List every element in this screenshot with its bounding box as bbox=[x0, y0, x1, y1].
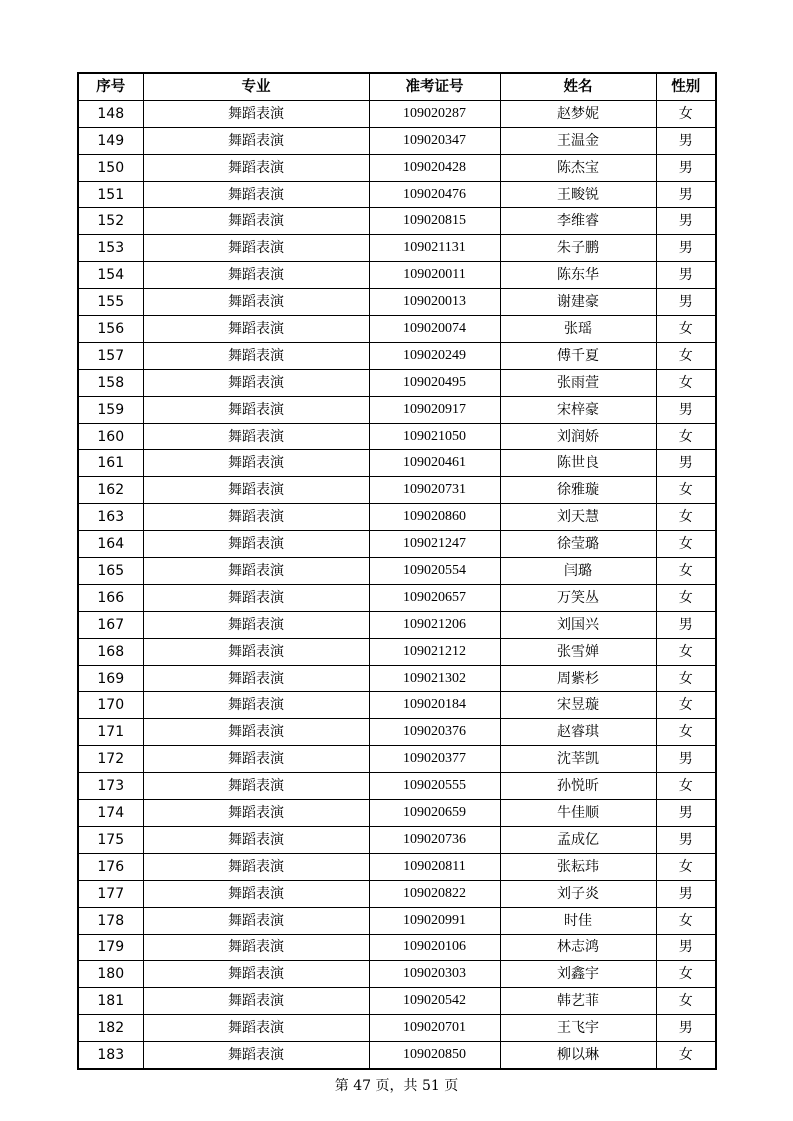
cell-name: 闫璐 bbox=[500, 558, 656, 585]
cell-major: 舞蹈表演 bbox=[143, 773, 369, 800]
cell-seq: 156 bbox=[78, 316, 143, 343]
table-row bbox=[78, 154, 716, 181]
cell-gender: 女 bbox=[656, 988, 716, 1015]
cell-gender: 男 bbox=[656, 181, 716, 208]
cell-seq: 162 bbox=[78, 477, 143, 504]
cell-seq: 177 bbox=[78, 880, 143, 907]
cell-seq: 178 bbox=[78, 907, 143, 934]
admission-roster-table bbox=[77, 72, 717, 1070]
cell-name: 张瑶 bbox=[500, 316, 656, 343]
cell-exam-id: 109021247 bbox=[369, 531, 500, 558]
footer-total-pages: 51 bbox=[421, 1078, 440, 1094]
cell-seq: 149 bbox=[78, 127, 143, 154]
page-footer bbox=[0, 1075, 793, 1095]
cell-seq: 183 bbox=[78, 1042, 143, 1069]
cell-gender: 男 bbox=[656, 826, 716, 853]
cell-major: 舞蹈表演 bbox=[143, 423, 369, 450]
table-row bbox=[78, 961, 716, 988]
cell-major: 舞蹈表演 bbox=[143, 154, 369, 181]
cell-major: 舞蹈表演 bbox=[143, 1015, 369, 1042]
cell-name: 陈杰宝 bbox=[500, 154, 656, 181]
cell-major: 舞蹈表演 bbox=[143, 853, 369, 880]
cell-seq: 172 bbox=[78, 746, 143, 773]
header-name: 姓名 bbox=[500, 73, 656, 100]
header-exam-id: 准考证号 bbox=[369, 73, 500, 100]
cell-exam-id: 109020991 bbox=[369, 907, 500, 934]
cell-seq: 174 bbox=[78, 800, 143, 827]
cell-name: 陈东华 bbox=[500, 262, 656, 289]
cell-name: 刘天慧 bbox=[500, 504, 656, 531]
cell-gender: 男 bbox=[656, 235, 716, 262]
cell-major: 舞蹈表演 bbox=[143, 638, 369, 665]
table-row bbox=[78, 369, 716, 396]
cell-exam-id: 109020731 bbox=[369, 477, 500, 504]
cell-gender: 女 bbox=[656, 423, 716, 450]
cell-name: 牛佳顺 bbox=[500, 800, 656, 827]
table-row bbox=[78, 611, 716, 638]
cell-gender: 女 bbox=[656, 342, 716, 369]
footer-mid: 页，共 bbox=[375, 1078, 418, 1094]
cell-major: 舞蹈表演 bbox=[143, 558, 369, 585]
cell-major: 舞蹈表演 bbox=[143, 692, 369, 719]
table-row bbox=[78, 289, 716, 316]
table-row bbox=[78, 504, 716, 531]
cell-name: 赵梦妮 bbox=[500, 100, 656, 127]
cell-seq: 181 bbox=[78, 988, 143, 1015]
cell-gender: 男 bbox=[656, 800, 716, 827]
cell-seq: 170 bbox=[78, 692, 143, 719]
table-row bbox=[78, 665, 716, 692]
cell-gender: 男 bbox=[656, 396, 716, 423]
cell-gender: 男 bbox=[656, 746, 716, 773]
cell-major: 舞蹈表演 bbox=[143, 988, 369, 1015]
cell-exam-id: 109020815 bbox=[369, 208, 500, 235]
cell-seq: 151 bbox=[78, 181, 143, 208]
cell-seq: 180 bbox=[78, 961, 143, 988]
cell-gender: 男 bbox=[656, 934, 716, 961]
table-row bbox=[78, 719, 716, 746]
cell-major: 舞蹈表演 bbox=[143, 531, 369, 558]
cell-name: 王飞宇 bbox=[500, 1015, 656, 1042]
cell-exam-id: 109020377 bbox=[369, 746, 500, 773]
cell-exam-id: 109020184 bbox=[369, 692, 500, 719]
cell-exam-id: 109021206 bbox=[369, 611, 500, 638]
cell-exam-id: 109020554 bbox=[369, 558, 500, 585]
cell-name: 宋昱璇 bbox=[500, 692, 656, 719]
cell-name: 刘鑫宇 bbox=[500, 961, 656, 988]
cell-exam-id: 109020428 bbox=[369, 154, 500, 181]
cell-major: 舞蹈表演 bbox=[143, 477, 369, 504]
cell-seq: 167 bbox=[78, 611, 143, 638]
cell-major: 舞蹈表演 bbox=[143, 746, 369, 773]
cell-exam-id: 109020860 bbox=[369, 504, 500, 531]
cell-exam-id: 109021302 bbox=[369, 665, 500, 692]
cell-major: 舞蹈表演 bbox=[143, 504, 369, 531]
cell-seq: 169 bbox=[78, 665, 143, 692]
cell-exam-id: 109020811 bbox=[369, 853, 500, 880]
cell-exam-id: 109020376 bbox=[369, 719, 500, 746]
cell-gender: 女 bbox=[656, 773, 716, 800]
cell-exam-id: 109020303 bbox=[369, 961, 500, 988]
cell-exam-id: 109020461 bbox=[369, 450, 500, 477]
cell-gender: 女 bbox=[656, 477, 716, 504]
table-row bbox=[78, 181, 716, 208]
cell-name: 时佳 bbox=[500, 907, 656, 934]
cell-seq: 148 bbox=[78, 100, 143, 127]
cell-gender: 女 bbox=[656, 907, 716, 934]
cell-exam-id: 109020822 bbox=[369, 880, 500, 907]
cell-gender: 男 bbox=[656, 127, 716, 154]
table-row bbox=[78, 100, 716, 127]
cell-seq: 171 bbox=[78, 719, 143, 746]
cell-major: 舞蹈表演 bbox=[143, 289, 369, 316]
cell-gender: 男 bbox=[656, 262, 716, 289]
table-row bbox=[78, 1042, 716, 1069]
cell-major: 舞蹈表演 bbox=[143, 316, 369, 343]
cell-seq: 155 bbox=[78, 289, 143, 316]
cell-name: 徐莹璐 bbox=[500, 531, 656, 558]
cell-name: 赵睿琪 bbox=[500, 719, 656, 746]
cell-exam-id: 109020249 bbox=[369, 342, 500, 369]
cell-seq: 164 bbox=[78, 531, 143, 558]
table-row bbox=[78, 127, 716, 154]
cell-seq: 182 bbox=[78, 1015, 143, 1042]
cell-gender: 男 bbox=[656, 154, 716, 181]
cell-exam-id: 109020074 bbox=[369, 316, 500, 343]
cell-exam-id: 109020287 bbox=[369, 100, 500, 127]
cell-name: 宋梓豪 bbox=[500, 396, 656, 423]
cell-major: 舞蹈表演 bbox=[143, 665, 369, 692]
table-row bbox=[78, 423, 716, 450]
cell-major: 舞蹈表演 bbox=[143, 611, 369, 638]
cell-name: 孙悦昕 bbox=[500, 773, 656, 800]
cell-gender: 女 bbox=[656, 719, 716, 746]
cell-major: 舞蹈表演 bbox=[143, 208, 369, 235]
cell-name: 张雨萱 bbox=[500, 369, 656, 396]
cell-seq: 153 bbox=[78, 235, 143, 262]
cell-exam-id: 109020657 bbox=[369, 584, 500, 611]
table-row bbox=[78, 396, 716, 423]
cell-name: 张耘玮 bbox=[500, 853, 656, 880]
table-header bbox=[78, 73, 716, 100]
cell-major: 舞蹈表演 bbox=[143, 826, 369, 853]
table-body bbox=[78, 100, 716, 1069]
table-row bbox=[78, 208, 716, 235]
table-row bbox=[78, 1015, 716, 1042]
cell-seq: 157 bbox=[78, 342, 143, 369]
cell-major: 舞蹈表演 bbox=[143, 450, 369, 477]
table-row bbox=[78, 342, 716, 369]
cell-major: 舞蹈表演 bbox=[143, 127, 369, 154]
cell-exam-id: 109020736 bbox=[369, 826, 500, 853]
cell-exam-id: 109021212 bbox=[369, 638, 500, 665]
table-row bbox=[78, 638, 716, 665]
footer-current-page: 47 bbox=[353, 1078, 372, 1094]
table-row bbox=[78, 235, 716, 262]
cell-seq: 166 bbox=[78, 584, 143, 611]
cell-exam-id: 109020850 bbox=[369, 1042, 500, 1069]
cell-exam-id: 109020476 bbox=[369, 181, 500, 208]
cell-name: 谢建豪 bbox=[500, 289, 656, 316]
table-row bbox=[78, 450, 716, 477]
cell-exam-id: 109020701 bbox=[369, 1015, 500, 1042]
cell-major: 舞蹈表演 bbox=[143, 800, 369, 827]
cell-seq: 150 bbox=[78, 154, 143, 181]
cell-gender: 女 bbox=[656, 531, 716, 558]
cell-major: 舞蹈表演 bbox=[143, 719, 369, 746]
cell-gender: 女 bbox=[656, 100, 716, 127]
table-row bbox=[78, 773, 716, 800]
cell-seq: 159 bbox=[78, 396, 143, 423]
cell-name: 万笑丛 bbox=[500, 584, 656, 611]
cell-exam-id: 109020659 bbox=[369, 800, 500, 827]
cell-name: 柳以琳 bbox=[500, 1042, 656, 1069]
header-gender: 性别 bbox=[656, 73, 716, 100]
cell-major: 舞蹈表演 bbox=[143, 181, 369, 208]
cell-exam-id: 109020542 bbox=[369, 988, 500, 1015]
cell-name: 刘子炎 bbox=[500, 880, 656, 907]
cell-name: 刘润娇 bbox=[500, 423, 656, 450]
cell-seq: 173 bbox=[78, 773, 143, 800]
cell-name: 刘国兴 bbox=[500, 611, 656, 638]
cell-gender: 女 bbox=[656, 584, 716, 611]
cell-gender: 男 bbox=[656, 611, 716, 638]
cell-exam-id: 109020347 bbox=[369, 127, 500, 154]
cell-name: 沈莘凯 bbox=[500, 746, 656, 773]
cell-gender: 女 bbox=[656, 558, 716, 585]
cell-major: 舞蹈表演 bbox=[143, 961, 369, 988]
table-row bbox=[78, 262, 716, 289]
cell-major: 舞蹈表演 bbox=[143, 262, 369, 289]
cell-major: 舞蹈表演 bbox=[143, 235, 369, 262]
header-seq: 序号 bbox=[78, 73, 143, 100]
cell-major: 舞蹈表演 bbox=[143, 396, 369, 423]
cell-exam-id: 109020106 bbox=[369, 934, 500, 961]
cell-major: 舞蹈表演 bbox=[143, 934, 369, 961]
cell-seq: 165 bbox=[78, 558, 143, 585]
cell-name: 李维睿 bbox=[500, 208, 656, 235]
cell-seq: 163 bbox=[78, 504, 143, 531]
cell-major: 舞蹈表演 bbox=[143, 1042, 369, 1069]
cell-name: 王温金 bbox=[500, 127, 656, 154]
cell-exam-id: 109020013 bbox=[369, 289, 500, 316]
table-row bbox=[78, 584, 716, 611]
cell-exam-id: 109020917 bbox=[369, 396, 500, 423]
table-row bbox=[78, 477, 716, 504]
header-major: 专业 bbox=[143, 73, 369, 100]
cell-gender: 女 bbox=[656, 638, 716, 665]
cell-name: 张雪婵 bbox=[500, 638, 656, 665]
cell-name: 周紫杉 bbox=[500, 665, 656, 692]
cell-seq: 175 bbox=[78, 826, 143, 853]
cell-gender: 男 bbox=[656, 289, 716, 316]
cell-major: 舞蹈表演 bbox=[143, 584, 369, 611]
cell-gender: 女 bbox=[656, 1042, 716, 1069]
cell-major: 舞蹈表演 bbox=[143, 880, 369, 907]
footer-prefix: 第 bbox=[334, 1078, 349, 1094]
cell-gender: 女 bbox=[656, 961, 716, 988]
footer-suffix: 页 bbox=[444, 1078, 459, 1094]
cell-gender: 女 bbox=[656, 665, 716, 692]
cell-seq: 168 bbox=[78, 638, 143, 665]
cell-seq: 152 bbox=[78, 208, 143, 235]
cell-seq: 161 bbox=[78, 450, 143, 477]
cell-seq: 158 bbox=[78, 369, 143, 396]
cell-gender: 女 bbox=[656, 853, 716, 880]
header-row bbox=[78, 73, 716, 100]
cell-name: 傅千夏 bbox=[500, 342, 656, 369]
cell-seq: 154 bbox=[78, 262, 143, 289]
cell-name: 韩艺菲 bbox=[500, 988, 656, 1015]
cell-exam-id: 109020555 bbox=[369, 773, 500, 800]
cell-gender: 女 bbox=[656, 369, 716, 396]
table-row bbox=[78, 800, 716, 827]
table-row bbox=[78, 746, 716, 773]
cell-exam-id: 109020011 bbox=[369, 262, 500, 289]
cell-major: 舞蹈表演 bbox=[143, 342, 369, 369]
cell-gender: 男 bbox=[656, 208, 716, 235]
table-row bbox=[78, 316, 716, 343]
table-row bbox=[78, 853, 716, 880]
cell-major: 舞蹈表演 bbox=[143, 100, 369, 127]
table-row bbox=[78, 934, 716, 961]
cell-name: 孟成亿 bbox=[500, 826, 656, 853]
table-row bbox=[78, 531, 716, 558]
cell-name: 陈世良 bbox=[500, 450, 656, 477]
cell-name: 林志鸿 bbox=[500, 934, 656, 961]
cell-gender: 男 bbox=[656, 1015, 716, 1042]
table-row bbox=[78, 907, 716, 934]
cell-exam-id: 109020495 bbox=[369, 369, 500, 396]
table-row bbox=[78, 558, 716, 585]
cell-gender: 男 bbox=[656, 880, 716, 907]
cell-major: 舞蹈表演 bbox=[143, 907, 369, 934]
cell-name: 朱子鹏 bbox=[500, 235, 656, 262]
cell-exam-id: 109021131 bbox=[369, 235, 500, 262]
cell-major: 舞蹈表演 bbox=[143, 369, 369, 396]
table-row bbox=[78, 880, 716, 907]
cell-seq: 176 bbox=[78, 853, 143, 880]
cell-name: 徐雅璇 bbox=[500, 477, 656, 504]
cell-seq: 179 bbox=[78, 934, 143, 961]
cell-gender: 女 bbox=[656, 692, 716, 719]
cell-name: 王畯锐 bbox=[500, 181, 656, 208]
table-row bbox=[78, 826, 716, 853]
cell-gender: 女 bbox=[656, 316, 716, 343]
table-row bbox=[78, 988, 716, 1015]
cell-exam-id: 109021050 bbox=[369, 423, 500, 450]
cell-seq: 160 bbox=[78, 423, 143, 450]
cell-gender: 女 bbox=[656, 504, 716, 531]
table-row bbox=[78, 692, 716, 719]
cell-gender: 男 bbox=[656, 450, 716, 477]
